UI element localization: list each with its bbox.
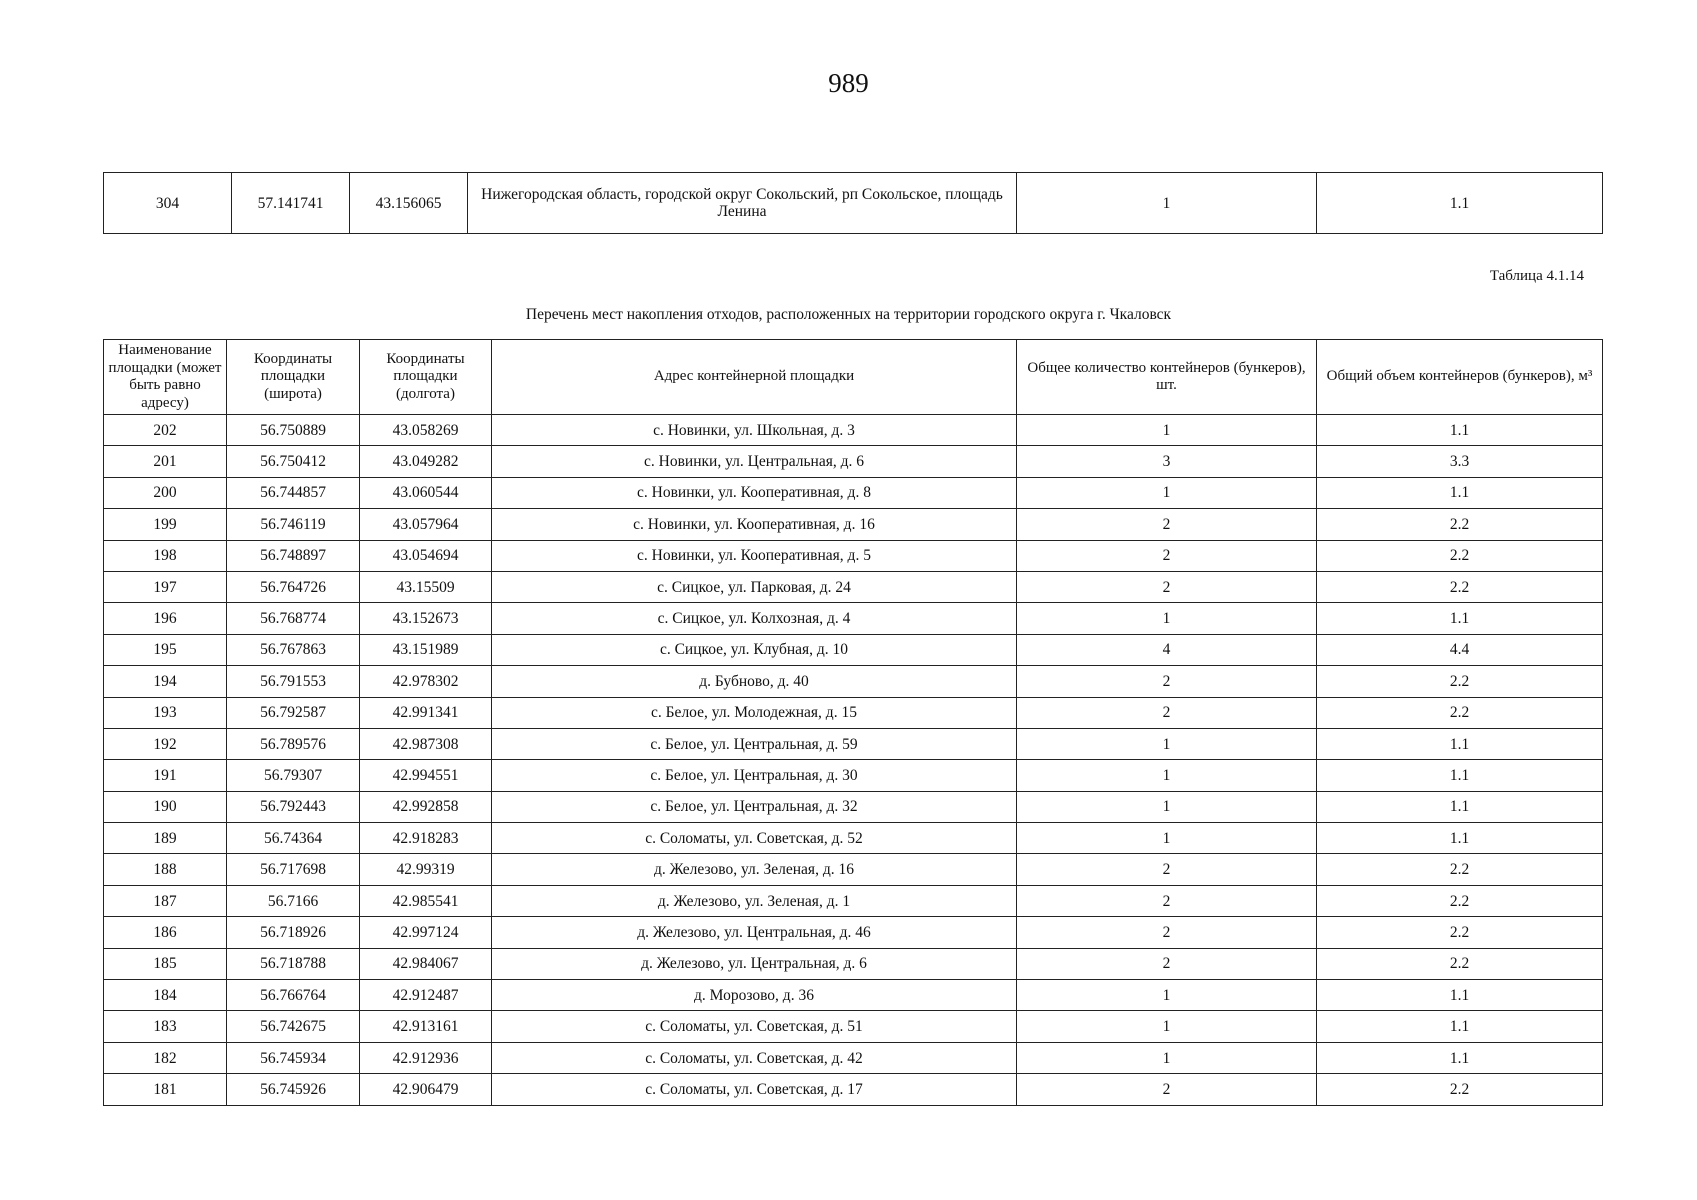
table-row	[104, 854, 1603, 885]
cell-container-volume: 1.1	[1317, 1011, 1603, 1042]
cell-latitude: 56.79307	[227, 760, 360, 791]
continuation-table-body	[104, 173, 1603, 234]
cell-container-count: 1	[1017, 173, 1317, 234]
cell-container-volume: 1.1	[1317, 823, 1603, 854]
table-row	[104, 603, 1603, 634]
cell-container-volume: 1.1	[1317, 760, 1603, 791]
cell-latitude: 56.718788	[227, 948, 360, 979]
cell-latitude: 56.745926	[227, 1074, 360, 1105]
cell-longitude: 43.049282	[360, 446, 492, 477]
cell-longitude: 42.992858	[360, 791, 492, 822]
table-row	[104, 1011, 1603, 1042]
cell-address: Нижегородская область, городской округ Сокольский, рп Сокольское, площадь Ленина	[468, 173, 1017, 234]
cell-latitude: 56.7166	[227, 885, 360, 916]
cell-site-name: 182	[104, 1042, 227, 1073]
cell-longitude: 42.913161	[360, 1011, 492, 1042]
cell-site-name: 191	[104, 760, 227, 791]
cell-container-count: 1	[1017, 415, 1317, 446]
header-container-volume: Общий объем контейнеров (бункеров), м³	[1317, 340, 1603, 415]
cell-site-name: 190	[104, 791, 227, 822]
cell-container-volume: 2.2	[1317, 697, 1603, 728]
cell-longitude: 43.058269	[360, 415, 492, 446]
cell-container-volume: 1.1	[1317, 728, 1603, 759]
header-latitude: Координаты площадки (широта)	[227, 340, 360, 415]
cell-container-count: 3	[1017, 446, 1317, 477]
cell-site-name: 200	[104, 477, 227, 508]
cell-container-count: 2	[1017, 666, 1317, 697]
cell-longitude: 43.156065	[350, 173, 468, 234]
cell-container-count: 2	[1017, 697, 1317, 728]
cell-latitude: 56.750412	[227, 446, 360, 477]
cell-site-name: 183	[104, 1011, 227, 1042]
cell-longitude: 42.994551	[360, 760, 492, 791]
cell-address: д. Железово, ул. Зеленая, д. 1	[492, 885, 1017, 916]
cell-address: с. Новинки, ул. Центральная, д. 6	[492, 446, 1017, 477]
cell-address: с. Соломаты, ул. Советская, д. 17	[492, 1074, 1017, 1105]
cell-site-name: 194	[104, 666, 227, 697]
table-row	[104, 666, 1603, 697]
cell-container-volume: 1.1	[1317, 603, 1603, 634]
cell-site-name: 192	[104, 728, 227, 759]
table-row	[104, 540, 1603, 571]
cell-container-volume: 2.2	[1317, 885, 1603, 916]
cell-latitude: 56.718926	[227, 917, 360, 948]
cell-container-volume: 2.2	[1317, 917, 1603, 948]
cell-container-count: 1	[1017, 823, 1317, 854]
cell-container-count: 1	[1017, 791, 1317, 822]
cell-address: с. Соломаты, ул. Советская, д. 42	[492, 1042, 1017, 1073]
table-row	[104, 509, 1603, 540]
cell-container-volume: 4.4	[1317, 634, 1603, 665]
table-row	[104, 760, 1603, 791]
cell-container-volume: 2.2	[1317, 1074, 1603, 1105]
cell-site-name: 193	[104, 697, 227, 728]
cell-container-count: 2	[1017, 885, 1317, 916]
table-row	[104, 823, 1603, 854]
cell-latitude: 56.750889	[227, 415, 360, 446]
cell-address: с. Новинки, ул. Школьная, д. 3	[492, 415, 1017, 446]
cell-container-volume: 3.3	[1317, 446, 1603, 477]
table-title: Перечень мест накопления отходов, расположенных на территории городского округа г. Чкаловск	[525, 306, 1172, 323]
cell-latitude: 56.766764	[227, 980, 360, 1011]
cell-address: д. Бубново, д. 40	[492, 666, 1017, 697]
cell-container-count: 2	[1017, 948, 1317, 979]
cell-container-volume: 2.2	[1317, 948, 1603, 979]
cell-container-count: 1	[1017, 980, 1317, 1011]
table-row	[104, 948, 1603, 979]
header-container-count: Общее количество контейнеров (бункеров), шт.	[1017, 340, 1317, 415]
cell-site-name: 181	[104, 1074, 227, 1105]
table-row	[104, 1042, 1603, 1073]
cell-address: д. Морозово, д. 36	[492, 980, 1017, 1011]
table-row	[104, 1074, 1603, 1105]
table-row	[104, 634, 1603, 665]
cell-site-name: 185	[104, 948, 227, 979]
cell-container-volume: 2.2	[1317, 509, 1603, 540]
cell-longitude: 42.987308	[360, 728, 492, 759]
table-row	[104, 728, 1603, 759]
cell-container-count: 1	[1017, 477, 1317, 508]
cell-longitude: 42.997124	[360, 917, 492, 948]
cell-container-volume: 1.1	[1317, 1042, 1603, 1073]
cell-latitude: 56.764726	[227, 571, 360, 602]
cell-longitude: 42.906479	[360, 1074, 492, 1105]
cell-longitude: 43.152673	[360, 603, 492, 634]
cell-site-name: 186	[104, 917, 227, 948]
table-row	[104, 791, 1603, 822]
cell-latitude: 57.141741	[232, 173, 350, 234]
cell-address: с. Соломаты, ул. Советская, д. 51	[492, 1011, 1017, 1042]
cell-container-count: 1	[1017, 728, 1317, 759]
table-row	[104, 571, 1603, 602]
cell-container-count: 4	[1017, 634, 1317, 665]
cell-container-count: 1	[1017, 603, 1317, 634]
cell-container-count: 2	[1017, 917, 1317, 948]
cell-address: с. Белое, ул. Центральная, д. 30	[492, 760, 1017, 791]
cell-longitude: 43.060544	[360, 477, 492, 508]
cell-longitude: 42.99319	[360, 854, 492, 885]
cell-longitude: 42.991341	[360, 697, 492, 728]
waste-sites-table-body	[104, 415, 1603, 1106]
table-row	[104, 173, 1603, 234]
cell-address: с. Сицкое, ул. Клубная, д. 10	[492, 634, 1017, 665]
header-site-name: Наименование площадки (может быть равно адресу)	[104, 340, 227, 415]
cell-latitude: 56.74364	[227, 823, 360, 854]
cell-container-count: 2	[1017, 540, 1317, 571]
cell-longitude: 43.151989	[360, 634, 492, 665]
cell-container-count: 2	[1017, 509, 1317, 540]
cell-latitude: 56.789576	[227, 728, 360, 759]
table-row	[104, 885, 1603, 916]
cell-container-count: 1	[1017, 760, 1317, 791]
cell-latitude: 56.792443	[227, 791, 360, 822]
cell-site-name: 188	[104, 854, 227, 885]
cell-latitude: 56.767863	[227, 634, 360, 665]
cell-site-name: 189	[104, 823, 227, 854]
cell-longitude: 43.054694	[360, 540, 492, 571]
header-address: Адрес контейнерной площадки	[492, 340, 1017, 415]
cell-container-volume: 2.2	[1317, 571, 1603, 602]
table-caption: Таблица 4.1.14	[1489, 268, 1584, 284]
page-number: 989	[828, 68, 869, 98]
cell-address: с. Новинки, ул. Кооперативная, д. 8	[492, 477, 1017, 508]
cell-container-volume: 1.1	[1317, 415, 1603, 446]
table-row	[104, 697, 1603, 728]
cell-longitude: 42.985541	[360, 885, 492, 916]
cell-latitude: 56.746119	[227, 509, 360, 540]
continuation-table	[103, 172, 1603, 234]
cell-latitude: 56.768774	[227, 603, 360, 634]
cell-site-name: 304	[104, 173, 232, 234]
cell-longitude: 43.057964	[360, 509, 492, 540]
table-row	[104, 980, 1603, 1011]
cell-address: с. Соломаты, ул. Советская, д. 52	[492, 823, 1017, 854]
table-row	[104, 446, 1603, 477]
cell-latitude: 56.742675	[227, 1011, 360, 1042]
cell-container-volume: 2.2	[1317, 666, 1603, 697]
table-row	[104, 917, 1603, 948]
cell-container-volume: 1.1	[1317, 477, 1603, 508]
cell-address: с. Новинки, ул. Кооперативная, д. 16	[492, 509, 1017, 540]
cell-container-volume: 1.1	[1317, 980, 1603, 1011]
cell-latitude: 56.791553	[227, 666, 360, 697]
cell-container-volume: 2.2	[1317, 540, 1603, 571]
cell-container-count: 2	[1017, 854, 1317, 885]
cell-site-name: 196	[104, 603, 227, 634]
table-header-row	[104, 340, 1603, 415]
table-row	[104, 477, 1603, 508]
cell-address: с. Сицкое, ул. Парковая, д. 24	[492, 571, 1017, 602]
cell-latitude: 56.792587	[227, 697, 360, 728]
header-longitude: Координаты площадки (долгота)	[360, 340, 492, 415]
cell-latitude: 56.717698	[227, 854, 360, 885]
cell-longitude: 42.978302	[360, 666, 492, 697]
cell-container-volume: 1.1	[1317, 791, 1603, 822]
cell-address: с. Белое, ул. Молодежная, д. 15	[492, 697, 1017, 728]
cell-address: д. Железово, ул. Центральная, д. 46	[492, 917, 1017, 948]
cell-address: с. Сицкое, ул. Колхозная, д. 4	[492, 603, 1017, 634]
cell-longitude: 42.912487	[360, 980, 492, 1011]
cell-site-name: 202	[104, 415, 227, 446]
cell-site-name: 187	[104, 885, 227, 916]
cell-address: с. Новинки, ул. Кооперативная, д. 5	[492, 540, 1017, 571]
cell-address: с. Белое, ул. Центральная, д. 59	[492, 728, 1017, 759]
cell-longitude: 43.15509	[360, 571, 492, 602]
cell-site-name: 198	[104, 540, 227, 571]
cell-latitude: 56.744857	[227, 477, 360, 508]
cell-container-count: 1	[1017, 1011, 1317, 1042]
cell-site-name: 184	[104, 980, 227, 1011]
cell-site-name: 197	[104, 571, 227, 602]
cell-address: д. Железово, ул. Центральная, д. 6	[492, 948, 1017, 979]
cell-address: д. Железово, ул. Зеленая, д. 16	[492, 854, 1017, 885]
cell-site-name: 195	[104, 634, 227, 665]
table-row	[104, 415, 1603, 446]
cell-latitude: 56.745934	[227, 1042, 360, 1073]
cell-latitude: 56.748897	[227, 540, 360, 571]
cell-container-count: 2	[1017, 1074, 1317, 1105]
cell-longitude: 42.984067	[360, 948, 492, 979]
cell-site-name: 199	[104, 509, 227, 540]
cell-longitude: 42.912936	[360, 1042, 492, 1073]
waste-sites-table	[103, 339, 1603, 1106]
cell-container-volume: 2.2	[1317, 854, 1603, 885]
cell-container-count: 2	[1017, 571, 1317, 602]
cell-longitude: 42.918283	[360, 823, 492, 854]
cell-site-name: 201	[104, 446, 227, 477]
cell-address: с. Белое, ул. Центральная, д. 32	[492, 791, 1017, 822]
cell-container-volume: 1.1	[1317, 173, 1603, 234]
cell-container-count: 1	[1017, 1042, 1317, 1073]
